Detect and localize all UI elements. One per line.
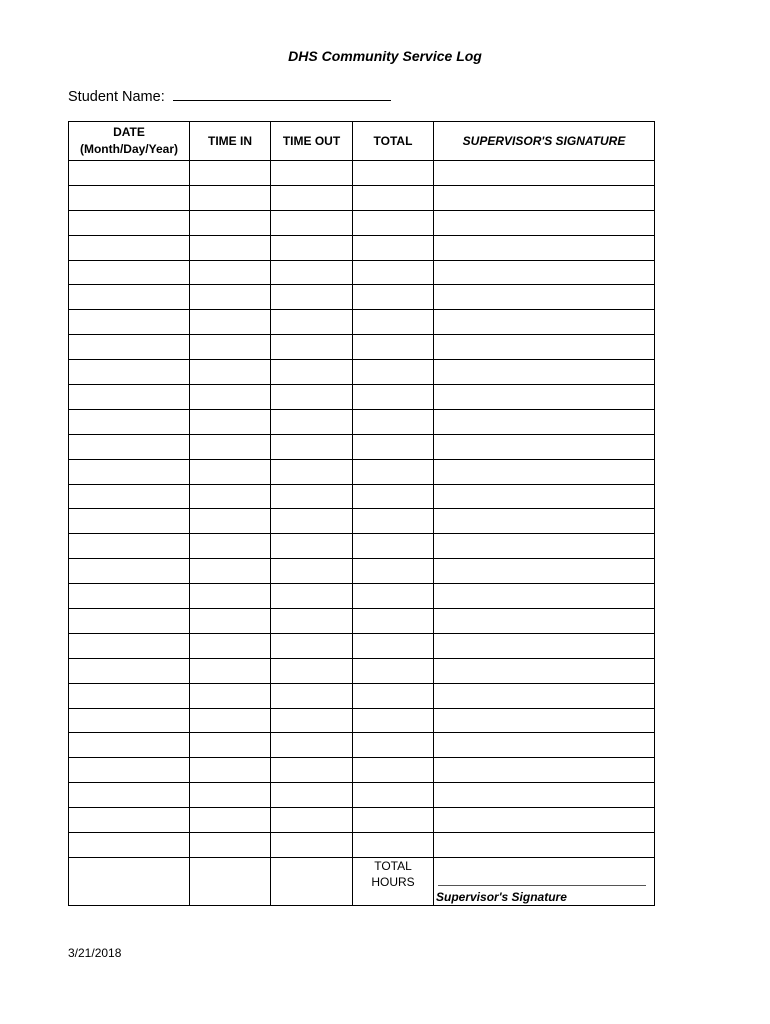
time-out-cell[interactable] bbox=[271, 833, 353, 858]
log-row bbox=[69, 708, 655, 733]
signature-column-header: SUPERVISOR'S SIGNATURE bbox=[434, 122, 655, 161]
time-in-cell[interactable] bbox=[190, 235, 271, 260]
date-header-line1: DATE bbox=[113, 125, 145, 139]
signature-cell[interactable] bbox=[434, 683, 655, 708]
total-cell[interactable] bbox=[353, 708, 434, 733]
log-row bbox=[69, 235, 655, 260]
log-row bbox=[69, 733, 655, 758]
time-out-cell[interactable] bbox=[271, 335, 353, 360]
signature-cell[interactable] bbox=[434, 833, 655, 858]
time-out-cell[interactable] bbox=[271, 509, 353, 534]
total-cell[interactable] bbox=[353, 409, 434, 434]
student-name-field[interactable] bbox=[173, 86, 391, 101]
total-cell[interactable] bbox=[353, 385, 434, 410]
log-row bbox=[69, 484, 655, 509]
signature-line bbox=[438, 885, 646, 886]
log-row bbox=[69, 609, 655, 634]
date-cell[interactable] bbox=[69, 783, 190, 808]
time-out-cell[interactable] bbox=[271, 260, 353, 285]
time-out-cell[interactable] bbox=[271, 185, 353, 210]
time-out-cell[interactable] bbox=[271, 285, 353, 310]
date-cell[interactable] bbox=[69, 484, 190, 509]
time-in-column-header: TIME IN bbox=[190, 122, 271, 161]
log-row bbox=[69, 409, 655, 434]
date-cell[interactable] bbox=[69, 584, 190, 609]
time-in-cell[interactable] bbox=[190, 210, 271, 235]
log-row bbox=[69, 335, 655, 360]
time-out-cell[interactable] bbox=[271, 210, 353, 235]
total-cell[interactable] bbox=[353, 808, 434, 833]
time-out-cell[interactable] bbox=[271, 808, 353, 833]
total-cell[interactable] bbox=[353, 509, 434, 534]
signature-cell[interactable] bbox=[434, 310, 655, 335]
time-in-cell[interactable] bbox=[190, 409, 271, 434]
date-cell[interactable] bbox=[69, 235, 190, 260]
log-row bbox=[69, 584, 655, 609]
student-name-label: Student Name: bbox=[68, 89, 165, 105]
signature-cell[interactable] bbox=[434, 285, 655, 310]
total-hours-label-cell bbox=[353, 857, 434, 905]
time-in-cell[interactable] bbox=[190, 185, 271, 210]
date-cell[interactable] bbox=[69, 683, 190, 708]
time-in-cell[interactable] bbox=[190, 833, 271, 858]
time-in-cell[interactable] bbox=[190, 733, 271, 758]
signature-cell[interactable] bbox=[434, 360, 655, 385]
total-cell[interactable] bbox=[353, 260, 434, 285]
log-row bbox=[69, 260, 655, 285]
log-row bbox=[69, 534, 655, 559]
signature-cell[interactable] bbox=[434, 210, 655, 235]
time-out-cell[interactable] bbox=[271, 385, 353, 410]
total-cell[interactable] bbox=[353, 633, 434, 658]
signature-cell[interactable] bbox=[434, 609, 655, 634]
total-cell[interactable] bbox=[353, 285, 434, 310]
total-cell[interactable] bbox=[353, 161, 434, 186]
total-row-date-cell[interactable] bbox=[69, 857, 190, 905]
time-in-cell[interactable] bbox=[190, 360, 271, 385]
date-cell[interactable] bbox=[69, 409, 190, 434]
log-row bbox=[69, 310, 655, 335]
total-cell[interactable] bbox=[353, 658, 434, 683]
total-cell[interactable] bbox=[353, 310, 434, 335]
date-cell[interactable] bbox=[69, 509, 190, 534]
document-title: DHS Community Service Log bbox=[288, 48, 482, 64]
header-row bbox=[69, 122, 655, 161]
date-cell[interactable] bbox=[69, 185, 190, 210]
date-cell[interactable] bbox=[69, 733, 190, 758]
time-in-cell[interactable] bbox=[190, 260, 271, 285]
log-row bbox=[69, 385, 655, 410]
log-row bbox=[69, 185, 655, 210]
signature-cell[interactable] bbox=[434, 808, 655, 833]
date-cell[interactable] bbox=[69, 335, 190, 360]
date-cell[interactable] bbox=[69, 459, 190, 484]
total-cell[interactable] bbox=[353, 459, 434, 484]
date-cell[interactable] bbox=[69, 310, 190, 335]
log-row bbox=[69, 633, 655, 658]
date-cell[interactable] bbox=[69, 210, 190, 235]
date-cell[interactable] bbox=[69, 808, 190, 833]
date-cell[interactable] bbox=[69, 609, 190, 634]
time-out-cell[interactable] bbox=[271, 360, 353, 385]
total-cell[interactable] bbox=[353, 758, 434, 783]
total-cell[interactable] bbox=[353, 434, 434, 459]
log-row bbox=[69, 808, 655, 833]
final-signature-cell[interactable] bbox=[434, 857, 655, 905]
log-row bbox=[69, 360, 655, 385]
total-cell[interactable] bbox=[353, 335, 434, 360]
time-out-cell[interactable] bbox=[271, 434, 353, 459]
date-cell[interactable] bbox=[69, 285, 190, 310]
signature-cell[interactable] bbox=[434, 385, 655, 410]
signature-cell[interactable] bbox=[434, 235, 655, 260]
signature-cell[interactable] bbox=[434, 409, 655, 434]
total-cell[interactable] bbox=[353, 534, 434, 559]
total-column-header: TOTAL bbox=[353, 122, 434, 161]
signature-cell[interactable] bbox=[434, 633, 655, 658]
date-column-header bbox=[69, 122, 190, 161]
footer-date: 3/21/2018 bbox=[68, 946, 122, 960]
log-row bbox=[69, 509, 655, 534]
signature-cell[interactable] bbox=[434, 484, 655, 509]
time-out-cell[interactable] bbox=[271, 708, 353, 733]
date-cell[interactable] bbox=[69, 260, 190, 285]
time-in-cell[interactable] bbox=[190, 385, 271, 410]
time-in-cell[interactable] bbox=[190, 534, 271, 559]
time-out-cell[interactable] bbox=[271, 409, 353, 434]
total-hours-line1: TOTAL bbox=[374, 858, 412, 873]
total-cell[interactable] bbox=[353, 833, 434, 858]
total-hours-row bbox=[69, 857, 655, 905]
total-cell[interactable] bbox=[353, 210, 434, 235]
total-row-time-out-cell[interactable] bbox=[271, 857, 353, 905]
time-in-cell[interactable] bbox=[190, 459, 271, 484]
time-in-cell[interactable] bbox=[190, 484, 271, 509]
time-in-cell[interactable] bbox=[190, 658, 271, 683]
signature-caption: Supervisor's Signature bbox=[436, 889, 567, 904]
log-row bbox=[69, 161, 655, 186]
time-out-cell[interactable] bbox=[271, 633, 353, 658]
total-cell[interactable] bbox=[353, 609, 434, 634]
time-out-column-header: TIME OUT bbox=[271, 122, 353, 161]
date-cell[interactable] bbox=[69, 360, 190, 385]
log-row bbox=[69, 683, 655, 708]
time-in-cell[interactable] bbox=[190, 161, 271, 186]
signature-cell[interactable] bbox=[434, 509, 655, 534]
total-cell[interactable] bbox=[353, 484, 434, 509]
date-cell[interactable] bbox=[69, 385, 190, 410]
time-out-cell[interactable] bbox=[271, 161, 353, 186]
time-in-cell[interactable] bbox=[190, 434, 271, 459]
time-in-cell[interactable] bbox=[190, 285, 271, 310]
signature-cell[interactable] bbox=[434, 708, 655, 733]
time-in-cell[interactable] bbox=[190, 708, 271, 733]
total-row-time-in-cell[interactable] bbox=[190, 857, 271, 905]
time-out-cell[interactable] bbox=[271, 609, 353, 634]
total-hours-line2: HOURS bbox=[371, 874, 415, 889]
date-cell[interactable] bbox=[69, 559, 190, 584]
time-out-cell[interactable] bbox=[271, 534, 353, 559]
time-in-cell[interactable] bbox=[190, 683, 271, 708]
time-out-cell[interactable] bbox=[271, 310, 353, 335]
signature-cell[interactable] bbox=[434, 260, 655, 285]
log-body bbox=[69, 161, 655, 906]
log-row bbox=[69, 658, 655, 683]
time-in-cell[interactable] bbox=[190, 310, 271, 335]
log-row bbox=[69, 285, 655, 310]
signature-cell[interactable] bbox=[434, 335, 655, 360]
signature-cell[interactable] bbox=[434, 658, 655, 683]
date-cell[interactable] bbox=[69, 434, 190, 459]
date-cell[interactable] bbox=[69, 758, 190, 783]
log-row bbox=[69, 758, 655, 783]
total-cell[interactable] bbox=[353, 683, 434, 708]
log-row bbox=[69, 833, 655, 858]
time-out-cell[interactable] bbox=[271, 459, 353, 484]
signature-cell[interactable] bbox=[434, 559, 655, 584]
time-in-cell[interactable] bbox=[190, 335, 271, 360]
signature-cell[interactable] bbox=[434, 534, 655, 559]
time-out-cell[interactable] bbox=[271, 783, 353, 808]
student-name-row bbox=[68, 86, 391, 105]
time-out-cell[interactable] bbox=[271, 733, 353, 758]
signature-cell[interactable] bbox=[434, 434, 655, 459]
time-out-cell[interactable] bbox=[271, 559, 353, 584]
signature-cell[interactable] bbox=[434, 185, 655, 210]
signature-cell[interactable] bbox=[434, 459, 655, 484]
date-cell[interactable] bbox=[69, 534, 190, 559]
time-in-cell[interactable] bbox=[190, 509, 271, 534]
date-cell[interactable] bbox=[69, 658, 190, 683]
time-out-cell[interactable] bbox=[271, 235, 353, 260]
time-out-cell[interactable] bbox=[271, 683, 353, 708]
date-header-line2: (Month/Day/Year) bbox=[79, 142, 178, 156]
time-out-cell[interactable] bbox=[271, 658, 353, 683]
total-cell[interactable] bbox=[353, 584, 434, 609]
signature-cell[interactable] bbox=[434, 161, 655, 186]
service-log-table bbox=[68, 121, 655, 906]
date-cell[interactable] bbox=[69, 708, 190, 733]
date-cell[interactable] bbox=[69, 633, 190, 658]
log-row bbox=[69, 459, 655, 484]
time-in-cell[interactable] bbox=[190, 808, 271, 833]
log-row bbox=[69, 434, 655, 459]
log-row bbox=[69, 210, 655, 235]
total-cell[interactable] bbox=[353, 783, 434, 808]
time-out-cell[interactable] bbox=[271, 484, 353, 509]
signature-cell[interactable] bbox=[434, 758, 655, 783]
signature-cell[interactable] bbox=[434, 584, 655, 609]
time-in-cell[interactable] bbox=[190, 783, 271, 808]
time-out-cell[interactable] bbox=[271, 584, 353, 609]
total-cell[interactable] bbox=[353, 733, 434, 758]
time-out-cell[interactable] bbox=[271, 758, 353, 783]
time-in-cell[interactable] bbox=[190, 584, 271, 609]
total-cell[interactable] bbox=[353, 559, 434, 584]
total-cell[interactable] bbox=[353, 360, 434, 385]
time-in-cell[interactable] bbox=[190, 559, 271, 584]
time-in-cell[interactable] bbox=[190, 633, 271, 658]
date-cell[interactable] bbox=[69, 833, 190, 858]
signature-cell[interactable] bbox=[434, 783, 655, 808]
total-cell[interactable] bbox=[353, 235, 434, 260]
time-in-cell[interactable] bbox=[190, 609, 271, 634]
log-row bbox=[69, 559, 655, 584]
date-cell[interactable] bbox=[69, 161, 190, 186]
time-in-cell[interactable] bbox=[190, 758, 271, 783]
total-cell[interactable] bbox=[353, 185, 434, 210]
signature-cell[interactable] bbox=[434, 733, 655, 758]
log-row bbox=[69, 783, 655, 808]
